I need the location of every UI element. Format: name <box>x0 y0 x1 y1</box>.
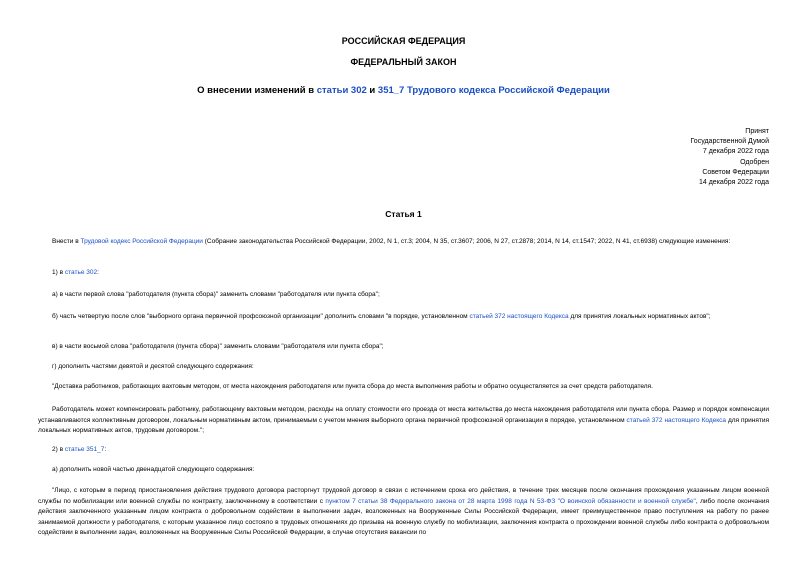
link-article-302[interactable]: статье 302 <box>64 269 98 276</box>
paragraph-text: : <box>104 446 107 453</box>
country-heading: РОССИЙСКАЯ ФЕДЕРАЦИЯ <box>341 36 466 46</box>
title-link-article-351-7[interactable]: 351_7 Трудового кодекса Российской Федерации <box>377 85 610 96</box>
paragraph-text: 2) в <box>52 446 65 453</box>
paragraph-text: "Лицо, с которым в период приостановления действия трудового договора расторгнут трудовой договор в связи с истечением срока его действия, в течение трех месяцев после окончания прохождения указанным лицом военной службы по мобилизации или военной службы по контракту, заключенному в соответствии с <box>38 487 769 505</box>
law-title-prefix: О внесении изменений в <box>197 85 317 96</box>
paragraph: в) в части восьмой слова "работодателя (пункта сбора)" заменить словами "работодателя или пункта сбора"; <box>52 343 384 350</box>
link-military-service-law[interactable]: пунктом 7 статьи 38 Федерального закона от 28 марта 1998 года N 53-ФЗ "О воинской обязанности и военной службе" <box>325 497 696 505</box>
law-title-and: и <box>366 85 378 96</box>
adoption-line: Одобрен <box>740 158 769 166</box>
paragraph <box>38 445 769 456</box>
paragraph-text: 1) в <box>52 269 65 276</box>
paragraph-text: Работодатель может компенсировать работнику, работающему вахтовым методом, расходы на оплату стоимости его проезда от места жительства до места нахождения работодателя или пункта сбора. Размер и порядок компенсации устанавливаются коллективным договором, локальным нормативным актом, принимаемым с учетом мнения выборного органа первичной профсоюзной организации в порядке, установленном <box>38 406 769 424</box>
paragraph: "Доставка работников, работающих вахтовым методом, от места нахождения работодателя или пункта сбора до места выполнения работы и обратно осуществляется за счет средств работодателя. <box>52 383 653 390</box>
paragraph <box>38 312 769 323</box>
link-labor-code[interactable]: Трудовой кодекс Российской Федерации <box>80 238 203 245</box>
law-title <box>0 85 807 96</box>
adoption-line: 7 декабря 2022 года <box>702 148 769 156</box>
paragraph-text: , либо после окончания действия заключенного указанным лицом контракта о добровольном содействии в выполнении задач, возложенных на Вооруженные Силы Российской Федерации, имеет преимущественное право поступления на работу по ранее занимаемой должности у работодателя, с которым указанное лицо состояло в трудовых отношениях до призыва на военную службу по мобилизации, заключения контракта о прохождении военной службы либо контракта о добровольном содействии в выполнении задач, возложенных на Вооруженные Силы Российской Федерации, в случае отсутствия вакансии по <box>38 497 769 536</box>
adoption-line: Государственной Думой <box>690 138 769 146</box>
adoption-line: Принят <box>745 128 769 135</box>
paragraph-text: (Собрание законодательства Российской Федерации, 2002, N 1, ст.3; 2004, N 35, ст.3607; 2006, N 27, ст.2878; 2014, N 14, ст.1547; 2022, N 41, ст.6938) следующие изменения: <box>202 238 731 245</box>
paragraph-text: : <box>97 269 99 276</box>
paragraph-text: Внести в <box>52 238 81 245</box>
article-heading: Статья 1 <box>385 209 422 219</box>
paragraph <box>38 237 769 248</box>
link-article-372[interactable]: статьей 372 настоящего Кодекса <box>469 313 569 320</box>
link-article-351-7[interactable]: статье 351_7 <box>64 446 105 453</box>
paragraph-text: б) часть четвертую после слов "выборного органа первичной профсоюзной организации" дополнить словами "в порядке, установленном <box>52 313 470 320</box>
paragraph <box>38 268 769 279</box>
paragraph: г) дополнить частями девятой и десятой следующего содержания: <box>52 363 254 370</box>
adoption-line: Советом Федерации <box>702 168 769 176</box>
adoption-block <box>690 127 769 188</box>
paragraph <box>38 486 769 539</box>
paragraph: а) в части первой слова "работодателя (пункта сбора)" заменить словами "работодателя или пункта сбора"; <box>52 291 380 298</box>
paragraph <box>38 405 769 437</box>
document-type-heading: ФЕДЕРАЛЬНЫЙ ЗАКОН <box>350 57 457 67</box>
adoption-line: 14 декабря 2022 года <box>698 179 769 187</box>
paragraph-text: для принятия локальных нормативных актов"; <box>568 313 711 320</box>
paragraph: а) дополнить новой частью двенадцатой следующего содержания: <box>52 466 255 473</box>
paragraph-text: для принятия локальных нормативных актов, трудовым договором."; <box>38 416 769 434</box>
link-article-372[interactable]: статьей 372 настоящего Кодекса <box>626 416 727 424</box>
title-link-article-302[interactable]: статьи 302 <box>316 85 367 96</box>
